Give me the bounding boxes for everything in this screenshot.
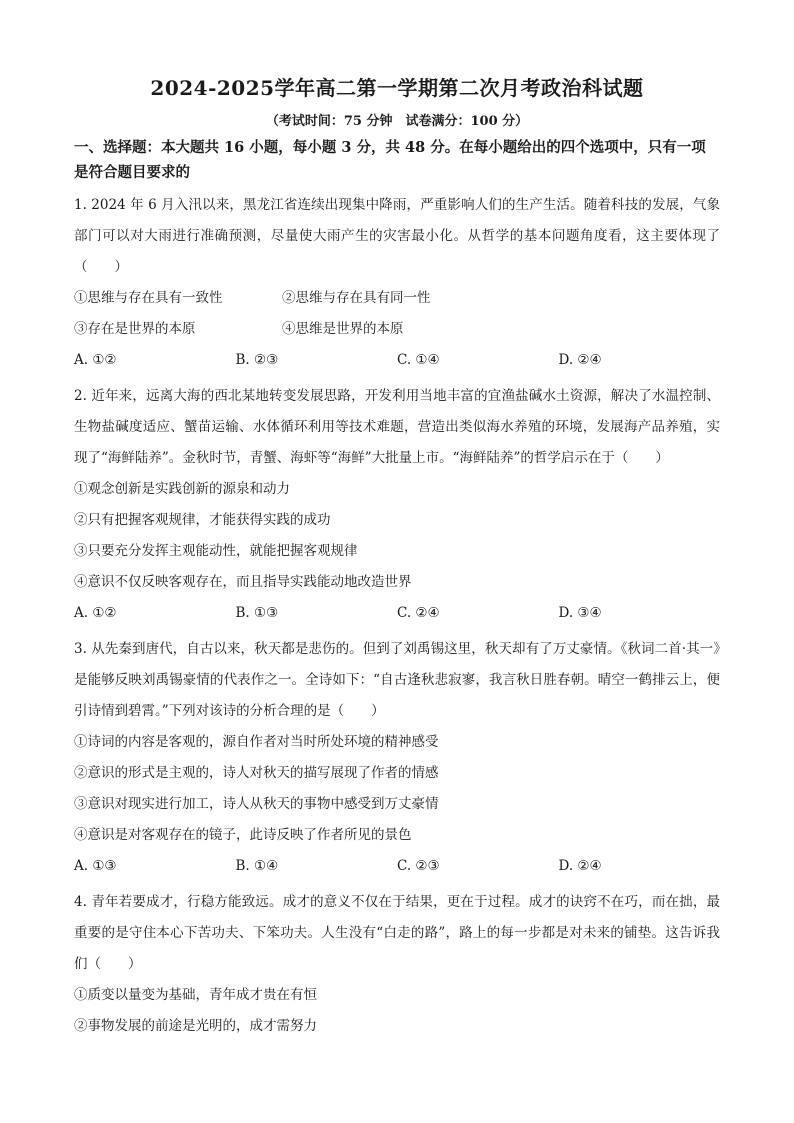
option-statement: ②事物发展的前途是光明的，成才需努力: [74, 1018, 317, 1034]
option-statement: ①思维与存在具有一致性: [74, 290, 223, 306]
option-statement: ④意识是对客观存在的镜子，此诗反映了作者所见的景色: [74, 827, 412, 843]
question-stem: 1. 2024 年 6 月入汛以来，黑龙江省连续出现集中降雨，严重影响人们的生产生活。随着科技的发展，气象部门可以对大雨进行准确预测，尽量使大雨产生的灾害最小化。从哲学的基本问题角度看，这主要体现了（ ）: [74, 197, 720, 275]
option-row: [74, 314, 720, 345]
option-statement: ③意识对现实进行加工，诗人从秋天的事物中感受到万丈豪情: [74, 796, 439, 812]
choice-b: B. ①④: [235, 858, 279, 874]
question-stem: 2. 近年来，远离大海的西北某地转变发展思路，开发利用当地丰富的宜渔盐碱水土资源，解决了水温控制、生物盐碱度适应、蟹苗运输、水体循环利用等技术难题，营造出类似海水养殖的环境，发展海产品养殖，实现了“海鲜陆养”。金秋时节，青蟹、海虾等“海鲜”大批量上市。“海鲜陆养”的哲学启示在于（ ）: [74, 388, 720, 466]
option-statement: ①质变以量变为基础，青年成才贵在有恒: [74, 987, 317, 1003]
choice-b: B. ①③: [235, 605, 279, 621]
choice-a: A. ①②: [74, 605, 117, 621]
question-stem: 3. 从先秦到唐代，自古以来，秋天都是悲伤的。但到了刘禹锡这里，秋天却有了万丈豪情。《秋词二首·其一》是能够反映刘禹锡豪情的代表作之一。全诗如下：“自古逢秋悲寂寥，我言秋日胜春朝。晴空一鹤排云上，便引诗情到碧霄。”下列对该诗的分析合理的是（ ）: [74, 641, 720, 719]
exam-subtitle: （考试时间：75 分钟 试卷满分：100 分）: [265, 114, 529, 129]
choice-b: B. ②③: [235, 352, 279, 368]
question-stem: 4. 青年若要成才，行稳方能致远。成才的意义不仅在于结果，更在于过程。成才的诀窍不在巧，而在拙，最重要的是守住本心下苦功夫、下笨功夫。人生没有“白走的路”，路上的每一步都是对未来的铺垫。这告诉我们（ ）: [74, 894, 720, 972]
exam-title: 2024-2025学年高二第一学期第二次月考政治科试题: [150, 76, 644, 100]
option-statement: ④意识不仅反映客观存在，而且指导实践能动地改造世界: [74, 574, 412, 590]
option-statement: ④思维是世界的本原: [282, 321, 404, 337]
choice-c: C. ②④: [397, 605, 440, 621]
choice-d: D. ②④: [558, 352, 602, 368]
option-statement: ③存在是世界的本原: [74, 321, 196, 337]
option-statement: ②只有把握客观规律，才能获得实践的成功: [74, 512, 331, 528]
option-statement: ③只要充分发挥主观能动性，就能把握客观规律: [74, 543, 358, 559]
question-4: [74, 887, 720, 1042]
choice-c: C. ①④: [397, 352, 440, 368]
choice-a: A. ①③: [74, 858, 117, 874]
option-statement: ②思维与存在具有同一性: [282, 290, 431, 306]
choice-a: A. ①②: [74, 352, 117, 368]
question-2: [74, 381, 720, 629]
answer-choices: [74, 345, 720, 376]
option-row: [74, 283, 720, 314]
option-statement: ②意识的形式是主观的，诗人对秋天的描写展现了作者的情感: [74, 765, 439, 781]
option-statement: ①观念创新是实践创新的源泉和动力: [74, 481, 290, 497]
answer-choices: [74, 598, 720, 629]
option-statement: ①诗词的内容是客观的，源自作者对当时所处环境的精神感受: [74, 734, 439, 750]
answer-choices: [74, 851, 720, 882]
section-heading: 一、选择题：本大题共 16 小题，每小题 3 分，共 48 分。在每小题给出的四个选项中，只有一项是符合题目要求的: [74, 139, 706, 181]
question-3: [74, 634, 720, 882]
question-1: [74, 190, 720, 376]
choice-d: D. ③④: [558, 605, 602, 621]
choice-c: C. ②③: [397, 858, 440, 874]
choice-d: D. ②④: [558, 858, 602, 874]
